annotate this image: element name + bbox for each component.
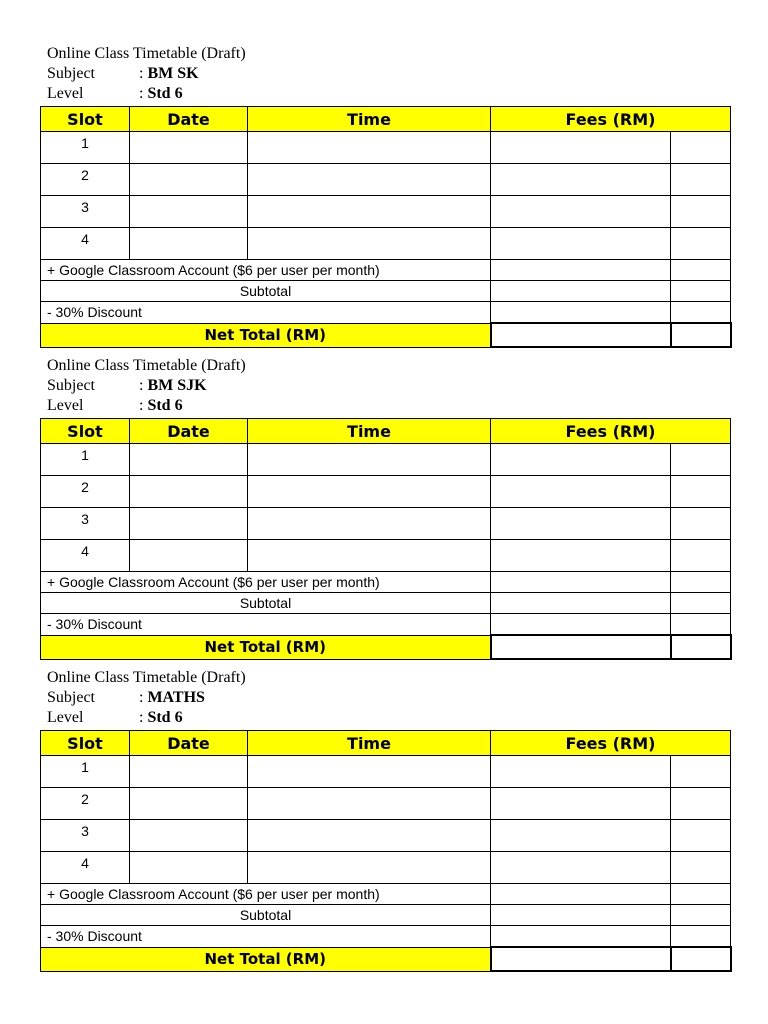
time-cell[interactable] bbox=[248, 228, 491, 260]
slot-number: 4 bbox=[41, 852, 130, 884]
subtotal-label: Subtotal bbox=[41, 281, 491, 302]
table-row bbox=[41, 820, 731, 852]
net-total-cell[interactable] bbox=[491, 635, 671, 659]
fees-extra-cell[interactable] bbox=[671, 132, 731, 164]
subtotal-label: Subtotal bbox=[41, 593, 491, 614]
fees-cell[interactable] bbox=[491, 756, 671, 788]
column-header-slot: Slot bbox=[41, 107, 130, 132]
fees-extra-cell[interactable] bbox=[671, 196, 731, 228]
level-value: Std 6 bbox=[147, 397, 183, 414]
column-header-time: Time bbox=[248, 731, 491, 756]
slot-number: 2 bbox=[41, 476, 130, 508]
timetable-table bbox=[40, 730, 732, 972]
timetable-section-bm-sjk bbox=[40, 356, 730, 660]
table-header-row bbox=[41, 107, 731, 132]
table-row bbox=[41, 164, 731, 196]
table-header-row bbox=[41, 731, 731, 756]
slot-number: 1 bbox=[41, 132, 130, 164]
column-header-fees: Fees (RM) bbox=[491, 731, 731, 756]
fees-cell[interactable] bbox=[491, 884, 671, 905]
fees-cell[interactable] bbox=[491, 476, 671, 508]
fees-cell[interactable] bbox=[491, 228, 671, 260]
subject-label: Subject bbox=[47, 65, 95, 82]
colon: : bbox=[139, 397, 144, 414]
level-label: Level bbox=[47, 709, 84, 726]
fees-extra-cell[interactable] bbox=[671, 540, 731, 572]
table-row bbox=[41, 228, 731, 260]
timetable-section-maths bbox=[40, 668, 730, 972]
fees-extra-cell[interactable] bbox=[671, 905, 731, 926]
colon: : bbox=[139, 85, 144, 102]
timetable-title: Online Class Timetable (Draft) bbox=[47, 45, 246, 62]
fees-extra-cell[interactable] bbox=[671, 260, 731, 281]
net-total-label: Net Total (RM) bbox=[41, 323, 491, 347]
time-cell[interactable] bbox=[248, 132, 491, 164]
level-value: Std 6 bbox=[147, 85, 183, 102]
time-cell[interactable] bbox=[248, 196, 491, 228]
time-cell[interactable] bbox=[248, 756, 491, 788]
timetable-table bbox=[40, 418, 732, 660]
slot-number: 3 bbox=[41, 196, 130, 228]
fees-extra-cell[interactable] bbox=[671, 884, 731, 905]
discount-label: - 30% Discount bbox=[41, 926, 491, 948]
column-header-slot: Slot bbox=[41, 731, 130, 756]
fees-cell[interactable] bbox=[491, 164, 671, 196]
fees-cell[interactable] bbox=[491, 540, 671, 572]
table-row bbox=[41, 476, 731, 508]
level-line bbox=[40, 84, 730, 104]
time-cell[interactable] bbox=[248, 476, 491, 508]
fees-cell[interactable] bbox=[491, 614, 671, 636]
discount-label: - 30% Discount bbox=[41, 302, 491, 324]
column-header-time: Time bbox=[248, 419, 491, 444]
timetable-title: Online Class Timetable (Draft) bbox=[47, 669, 246, 686]
timetable-title: Online Class Timetable (Draft) bbox=[47, 357, 246, 374]
timetable-section-bm-sk bbox=[40, 44, 730, 348]
column-header-fees: Fees (RM) bbox=[491, 107, 731, 132]
fees-cell[interactable] bbox=[491, 905, 671, 926]
time-cell[interactable] bbox=[248, 444, 491, 476]
net-total-row bbox=[41, 635, 731, 659]
net-total-extra-cell[interactable] bbox=[671, 947, 731, 971]
slot-number: 2 bbox=[41, 788, 130, 820]
table-row bbox=[41, 788, 731, 820]
subtotal-row bbox=[41, 905, 731, 926]
fees-extra-cell[interactable] bbox=[671, 788, 731, 820]
level-label: Level bbox=[47, 397, 84, 414]
fees-extra-cell[interactable] bbox=[671, 302, 731, 324]
slot-number: 3 bbox=[41, 508, 130, 540]
slot-number: 4 bbox=[41, 228, 130, 260]
subject-label: Subject bbox=[47, 689, 95, 706]
date-cell[interactable] bbox=[130, 164, 248, 196]
subject-line bbox=[40, 376, 730, 396]
fees-cell[interactable] bbox=[491, 852, 671, 884]
google-classroom-label: + Google Classroom Account ($6 per user per month) bbox=[41, 260, 491, 281]
colon: : bbox=[139, 689, 144, 706]
date-cell[interactable] bbox=[130, 540, 248, 572]
colon: : bbox=[139, 709, 144, 726]
date-cell[interactable] bbox=[130, 196, 248, 228]
fees-extra-cell[interactable] bbox=[671, 756, 731, 788]
fees-extra-cell[interactable] bbox=[671, 614, 731, 636]
fees-cell[interactable] bbox=[491, 572, 671, 593]
column-header-slot: Slot bbox=[41, 419, 130, 444]
fees-cell[interactable] bbox=[491, 593, 671, 614]
subtotal-label: Subtotal bbox=[41, 905, 491, 926]
net-total-extra-cell[interactable] bbox=[671, 323, 731, 347]
date-cell[interactable] bbox=[130, 476, 248, 508]
discount-label: - 30% Discount bbox=[41, 614, 491, 636]
date-cell[interactable] bbox=[130, 756, 248, 788]
slot-number: 3 bbox=[41, 820, 130, 852]
slot-number: 1 bbox=[41, 444, 130, 476]
fees-extra-cell[interactable] bbox=[671, 572, 731, 593]
level-line bbox=[40, 708, 730, 728]
table-row bbox=[41, 852, 731, 884]
google-classroom-row bbox=[41, 260, 731, 281]
time-cell[interactable] bbox=[248, 540, 491, 572]
date-cell[interactable] bbox=[130, 228, 248, 260]
column-header-date: Date bbox=[130, 419, 248, 444]
date-cell[interactable] bbox=[130, 788, 248, 820]
google-classroom-label: + Google Classroom Account ($6 per user per month) bbox=[41, 884, 491, 905]
subject-line bbox=[40, 688, 730, 708]
column-header-date: Date bbox=[130, 731, 248, 756]
fees-cell[interactable] bbox=[491, 820, 671, 852]
table-row bbox=[41, 196, 731, 228]
fees-cell[interactable] bbox=[491, 281, 671, 302]
fees-extra-cell[interactable] bbox=[671, 164, 731, 196]
table-row bbox=[41, 132, 731, 164]
fees-cell[interactable] bbox=[491, 260, 671, 281]
fees-cell[interactable] bbox=[491, 132, 671, 164]
fees-cell[interactable] bbox=[491, 444, 671, 476]
time-cell[interactable] bbox=[248, 852, 491, 884]
table-row bbox=[41, 756, 731, 788]
fees-cell[interactable] bbox=[491, 926, 671, 948]
subject-label: Subject bbox=[47, 377, 95, 394]
level-value: Std 6 bbox=[147, 709, 183, 726]
slot-number: 4 bbox=[41, 540, 130, 572]
fees-extra-cell[interactable] bbox=[671, 444, 731, 476]
table-header-row bbox=[41, 419, 731, 444]
net-total-extra-cell[interactable] bbox=[671, 635, 731, 659]
table-row bbox=[41, 444, 731, 476]
date-cell[interactable] bbox=[130, 820, 248, 852]
fees-extra-cell[interactable] bbox=[671, 852, 731, 884]
fees-extra-cell[interactable] bbox=[671, 508, 731, 540]
fees-cell[interactable] bbox=[491, 788, 671, 820]
fees-extra-cell[interactable] bbox=[671, 926, 731, 948]
google-classroom-row bbox=[41, 884, 731, 905]
fees-extra-cell[interactable] bbox=[671, 228, 731, 260]
level-label: Level bbox=[47, 85, 84, 102]
timetable-table bbox=[40, 106, 732, 348]
net-total-cell[interactable] bbox=[491, 323, 671, 347]
colon: : bbox=[139, 65, 144, 82]
date-cell[interactable] bbox=[130, 508, 248, 540]
subject-value: BM SK bbox=[147, 65, 199, 82]
subtotal-row bbox=[41, 281, 731, 302]
slot-number: 2 bbox=[41, 164, 130, 196]
google-classroom-label: + Google Classroom Account ($6 per user per month) bbox=[41, 572, 491, 593]
colon: : bbox=[139, 377, 144, 394]
discount-row bbox=[41, 302, 731, 324]
time-cell[interactable] bbox=[248, 788, 491, 820]
fees-cell[interactable] bbox=[491, 508, 671, 540]
fees-cell[interactable] bbox=[491, 196, 671, 228]
time-cell[interactable] bbox=[248, 164, 491, 196]
time-cell[interactable] bbox=[248, 508, 491, 540]
fees-extra-cell[interactable] bbox=[671, 476, 731, 508]
level-line bbox=[40, 396, 730, 416]
column-header-time: Time bbox=[248, 107, 491, 132]
column-header-date: Date bbox=[130, 107, 248, 132]
fees-extra-cell[interactable] bbox=[671, 281, 731, 302]
date-cell[interactable] bbox=[130, 132, 248, 164]
net-total-row bbox=[41, 947, 731, 971]
column-header-fees: Fees (RM) bbox=[491, 419, 731, 444]
table-row bbox=[41, 540, 731, 572]
subject-line bbox=[40, 64, 730, 84]
net-total-label: Net Total (RM) bbox=[41, 947, 491, 971]
table-row bbox=[41, 508, 731, 540]
subject-value: BM SJK bbox=[147, 377, 207, 394]
subtotal-row bbox=[41, 593, 731, 614]
google-classroom-row bbox=[41, 572, 731, 593]
discount-row bbox=[41, 614, 731, 636]
net-total-label: Net Total (RM) bbox=[41, 635, 491, 659]
fees-extra-cell[interactable] bbox=[671, 820, 731, 852]
fees-extra-cell[interactable] bbox=[671, 593, 731, 614]
date-cell[interactable] bbox=[130, 852, 248, 884]
subject-value: MATHS bbox=[147, 689, 205, 706]
net-total-row bbox=[41, 323, 731, 347]
time-cell[interactable] bbox=[248, 820, 491, 852]
date-cell[interactable] bbox=[130, 444, 248, 476]
net-total-cell[interactable] bbox=[491, 947, 671, 971]
discount-row bbox=[41, 926, 731, 948]
fees-cell[interactable] bbox=[491, 302, 671, 324]
slot-number: 1 bbox=[41, 756, 130, 788]
